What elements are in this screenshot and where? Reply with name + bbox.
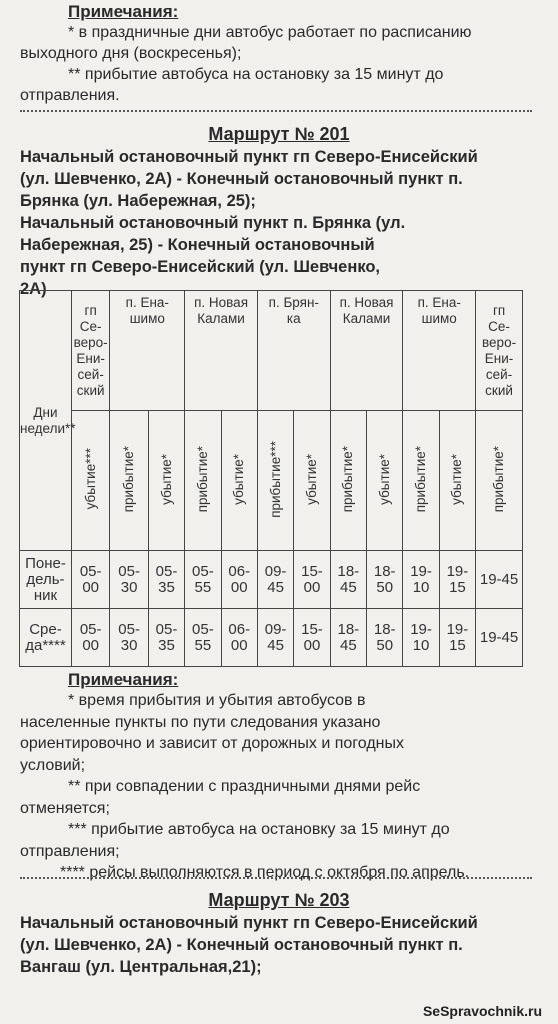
time-cell: 09- 45	[257, 551, 293, 609]
schedule-table	[19, 290, 523, 667]
time-cell: 05- 30	[110, 551, 148, 609]
time-cell: 18- 50	[367, 609, 403, 667]
route-line: пункт гп Северо-Енисейский (ул. Шевченко,	[20, 258, 381, 276]
note-line: * в праздничные дни автобус работает по расписанию	[68, 24, 472, 41]
time-cell: 18- 50	[367, 551, 403, 609]
event-header: прибытие*	[403, 411, 439, 551]
stop-header: п. Новая Калами	[330, 291, 403, 411]
time-cell: 19- 10	[403, 609, 439, 667]
time-cell: 05- 55	[185, 609, 221, 667]
note-line: **** рейсы выполняются в период с октября по апрель.	[60, 864, 470, 881]
table-row	[20, 609, 523, 667]
note-line: ** при совпадении с праздничными днями рейс	[68, 778, 421, 795]
stop-header: п. Ена- шимо	[403, 291, 476, 411]
note-line: отправления.	[20, 87, 120, 104]
stop-header: п. Новая Калами	[185, 291, 258, 411]
notes-top-title: Примечания:	[68, 2, 179, 21]
event-header: прибытие*	[330, 411, 366, 551]
events-header-row	[20, 411, 523, 551]
event-header: убытие***	[71, 411, 109, 551]
note-line: * время прибытия и убытия автобусов в	[68, 692, 366, 709]
stop-header: п. Ена- шимо	[110, 291, 185, 411]
divider	[20, 877, 532, 879]
stop-header: гп Се- веро- Ени- сей- ский	[71, 291, 109, 411]
route-203-title: Маршрут № 203	[208, 890, 350, 910]
route-line: Начальный остановочный пункт п. Брянка (ул.	[20, 214, 406, 232]
day-cell: Поне- дель- ник	[20, 551, 72, 609]
site-watermark: SeSpravochnik.ru	[422, 1003, 542, 1019]
time-cell: 19-45	[476, 609, 523, 667]
event-header: убытие*	[367, 411, 403, 551]
time-cell: 05- 55	[185, 551, 221, 609]
time-cell: 05- 35	[148, 609, 184, 667]
time-cell: 15- 00	[294, 609, 330, 667]
time-cell: 19-45	[476, 551, 523, 609]
stop-header: п. Брян- ка	[257, 291, 330, 411]
notes-bottom-title: Примечания:	[68, 670, 179, 689]
event-header: убытие*	[439, 411, 475, 551]
stops-header-row	[20, 291, 523, 411]
event-header: прибытие*	[185, 411, 221, 551]
days-header: Дни недели**	[20, 291, 72, 551]
note-line: ориентировочно и зависит от дорожных и погодных	[20, 735, 404, 752]
note-line: ** прибытие автобуса на остановку за 15 минут до	[68, 66, 444, 83]
route-line: Набережная, 25) - Конечный остановочный	[20, 236, 375, 254]
time-cell: 06- 00	[221, 551, 257, 609]
event-header: убытие*	[221, 411, 257, 551]
divider	[20, 110, 532, 112]
time-cell: 19- 15	[439, 609, 475, 667]
note-line: населенные пункты по пути следования указано	[20, 713, 381, 731]
time-cell: 18- 45	[330, 551, 366, 609]
table-row	[20, 551, 523, 609]
event-header: прибытие***	[257, 411, 293, 551]
route-line: (ул. Шевченко, 2А) - Конечный остановочный пункт п.	[20, 170, 463, 188]
event-header: убытие*	[294, 411, 330, 551]
time-cell: 06- 00	[221, 609, 257, 667]
time-cell: 09- 45	[257, 609, 293, 667]
time-cell: 05- 35	[148, 551, 184, 609]
notes-top	[20, 2, 536, 106]
day-cell: Сре- да****	[20, 609, 72, 667]
time-cell: 15- 00	[294, 551, 330, 609]
time-cell: 18- 45	[330, 609, 366, 667]
time-cell: 05- 30	[110, 609, 148, 667]
note-line: условий;	[20, 756, 86, 774]
note-line: выходного дня (воскресенья);	[20, 45, 242, 62]
event-header: прибытие*	[476, 411, 523, 551]
note-line: отменяется;	[20, 799, 110, 817]
event-header: прибытие*	[110, 411, 148, 551]
route-line: Начальный остановочный пункт гп Северо-Енисейский	[20, 914, 478, 932]
time-cell: 05- 00	[71, 551, 109, 609]
route-203-description	[20, 912, 528, 978]
time-cell: 19- 15	[439, 551, 475, 609]
route-line: 2А)	[20, 280, 47, 298]
time-cell: 05- 00	[71, 609, 109, 667]
route-201-title: Маршрут № 201	[208, 124, 350, 144]
stop-header: гп Се- веро- Ени- сей- ский	[476, 291, 523, 411]
note-line: отправления;	[20, 842, 120, 860]
route-line: Брянка (ул. Набережная, 25);	[20, 192, 256, 210]
route-line: (ул. Шевченко, 2А) - Конечный остановочный пункт п.	[20, 936, 463, 954]
time-cell: 19- 10	[403, 551, 439, 609]
route-line: Вангаш (ул. Центральная,21);	[20, 958, 262, 976]
notes-bottom	[20, 670, 528, 884]
note-line: *** прибытие автобуса на остановку за 15 минут до	[68, 821, 450, 838]
route-201-description	[20, 146, 528, 300]
route-line: Начальный остановочный пункт гп Северо-Енисейский	[20, 148, 478, 166]
event-header: убытие*	[148, 411, 184, 551]
